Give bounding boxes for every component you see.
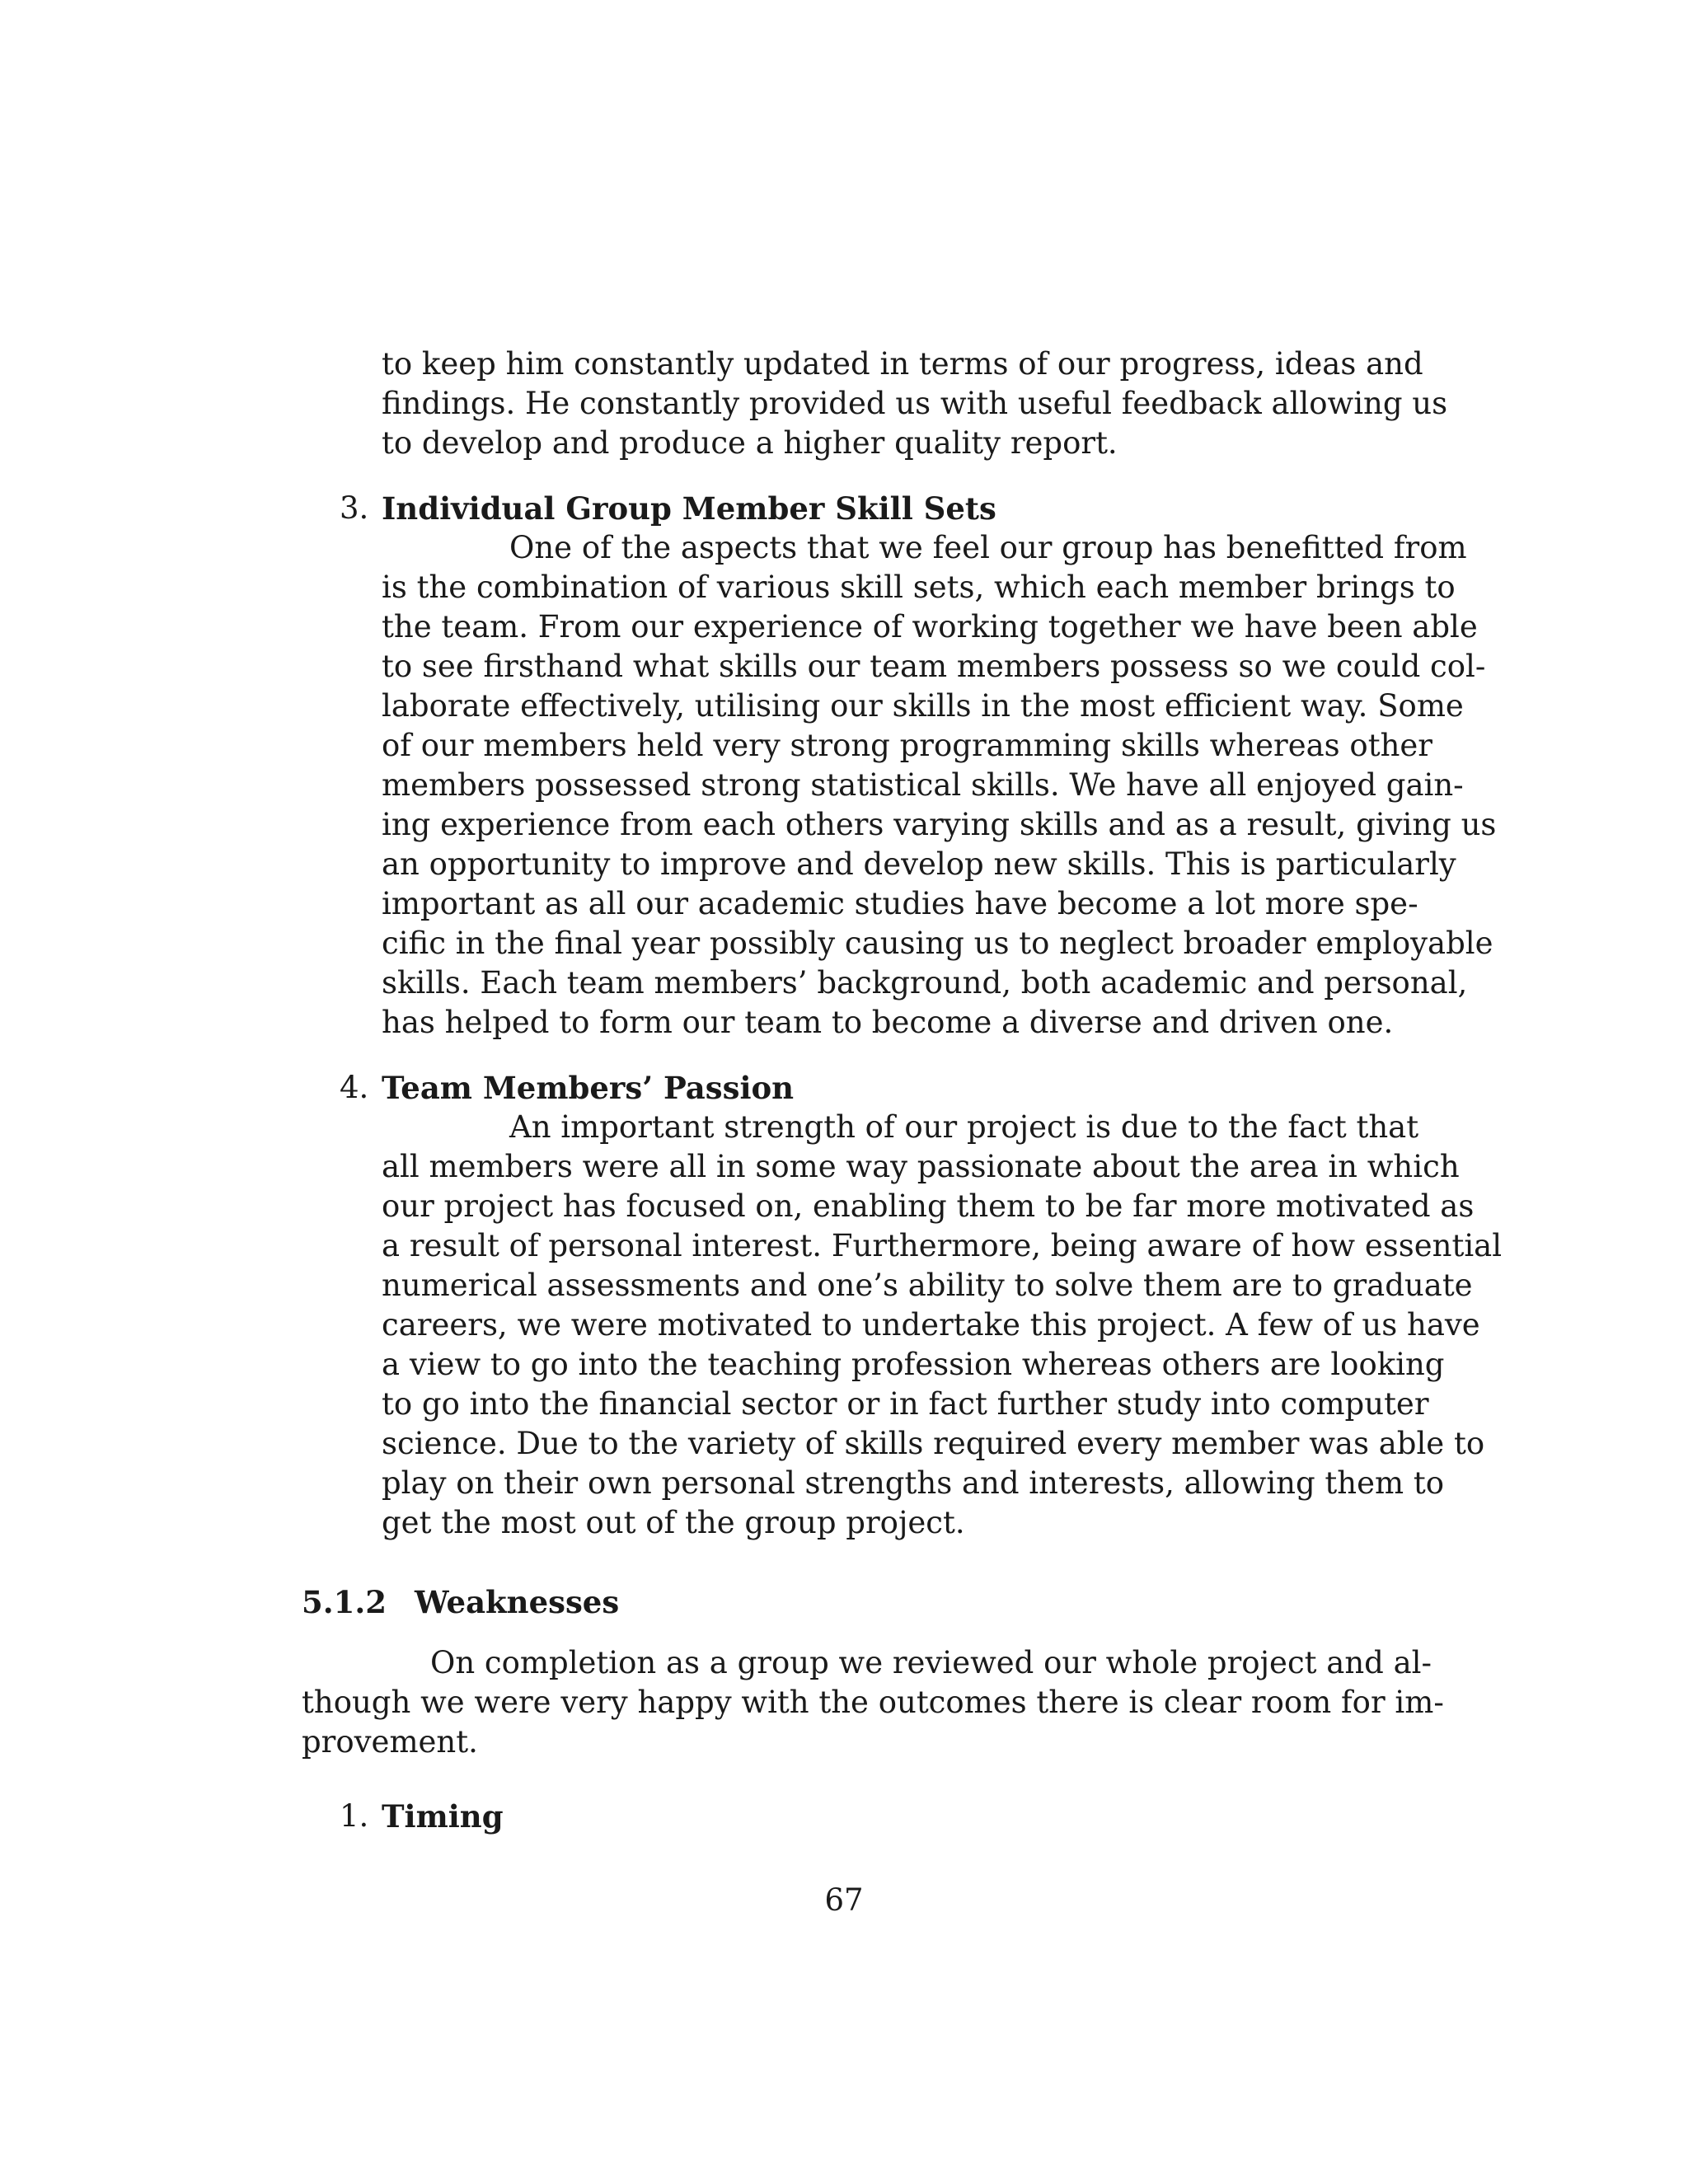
- paragraph-line: an opportunity to improve and develop new skills. This is particularly: [382, 846, 1456, 882]
- paragraph-line: the team. From our experience of working together we have been able: [382, 609, 1478, 644]
- section-title: Weaknesses: [415, 1584, 620, 1620]
- paragraph-line: important as all our academic studies have become a lot more spe-: [382, 886, 1418, 921]
- list-item-title: Individual Group Member Skill Sets: [382, 490, 996, 527]
- paragraph-line: ing experience from each others varying skills and as a result, giving us: [382, 807, 1497, 842]
- paragraph-line: all members were all in some way passionate about the area in which: [382, 1149, 1460, 1184]
- paragraph-line: has helped to form our team to become a diverse and driven one.: [382, 1005, 1394, 1040]
- paragraph-line: provement.: [302, 1724, 478, 1760]
- paragraph-line: to see firsthand what skills our team members possess so we could col-: [382, 649, 1486, 684]
- paragraph-line: play on their own personal strengths and interests, allowing them to: [382, 1465, 1445, 1501]
- paragraph-line: skills. Each team members’ background, both academic and personal,: [382, 965, 1468, 1001]
- paragraph-line: numerical assessments and one’s ability to solve them are to graduate: [382, 1268, 1473, 1303]
- list-item-number: 1.: [340, 1798, 369, 1834]
- paragraph-line: members possessed strong statistical skills. We have all enjoyed gain-: [382, 767, 1464, 803]
- paragraph-line: to keep him constantly updated in terms of our progress, ideas and: [382, 346, 1423, 382]
- paragraph-line: On completion as a group we reviewed our whole project and al-: [430, 1645, 1432, 1680]
- paragraph-line: to go into the financial sector or in fact further study into computer: [382, 1386, 1429, 1422]
- list-item-title: Team Members’ Passion: [382, 1070, 795, 1106]
- paragraph-line: a view to go into the teaching profession whereas others are looking: [382, 1347, 1445, 1382]
- paragraph-line: science. Due to the variety of skills required every member was able to: [382, 1426, 1485, 1461]
- list-item-number: 4.: [340, 1070, 369, 1105]
- paragraph-line: though we were very happy with the outcomes there is clear room for im-: [302, 1685, 1444, 1720]
- paragraph-line: of our members held very strong programming skills whereas other: [382, 728, 1432, 763]
- paragraph-line: is the combination of various skill sets, which each member brings to: [382, 569, 1456, 605]
- paragraph-line: to develop and produce a higher quality report.: [382, 425, 1118, 461]
- list-item-title: Timing: [382, 1798, 504, 1835]
- paragraph-line: laborate effectively, utilising our skills in the most efficient way. Some: [382, 688, 1464, 724]
- page-number: 67: [824, 1882, 864, 1918]
- paragraph-line: our project has focused on, enabling them to be far more motivated as: [382, 1188, 1475, 1224]
- paragraph-line: findings. He constantly provided us with useful feedback allowing us: [382, 386, 1448, 421]
- paragraph-line: get the most out of the group project.: [382, 1505, 965, 1540]
- paragraph-line: careers, we were motivated to undertake this project. A few of us have: [382, 1307, 1480, 1343]
- section-number: 5.1.2: [302, 1584, 387, 1620]
- paragraph-line: One of the aspects that we feel our group has benefitted from: [509, 530, 1467, 565]
- paragraph-line: cific in the final year possibly causing us to neglect broader employable: [382, 926, 1493, 961]
- paragraph-line: An important strength of our project is due to the fact that: [509, 1109, 1419, 1145]
- paragraph-line: a result of personal interest. Furthermore, being aware of how essential: [382, 1228, 1503, 1263]
- list-item-number: 3.: [340, 490, 369, 526]
